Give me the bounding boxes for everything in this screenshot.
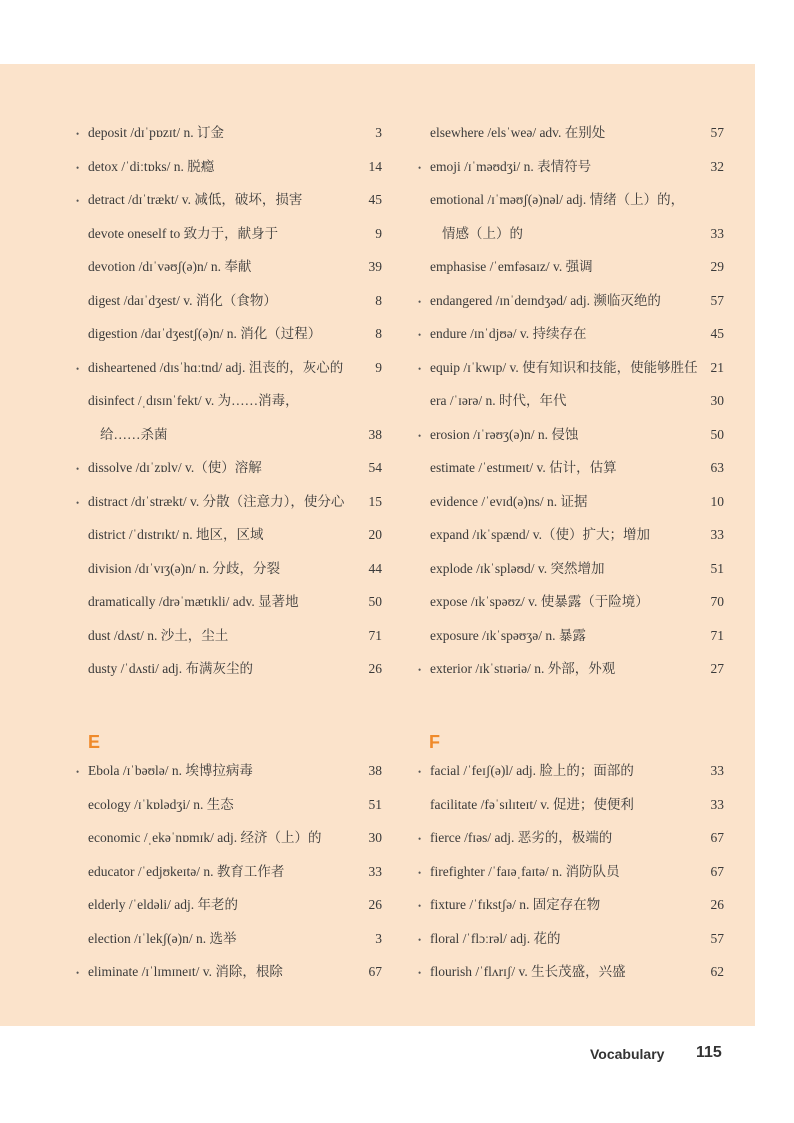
glossary-section-e — [76, 762, 382, 997]
glossary-entry — [76, 493, 382, 527]
entry-text: detract /dɪˈtrækt/ v. 减低，破坏，损害 — [88, 192, 303, 207]
entry-page-number: 3 — [375, 125, 382, 140]
entry-page-number: 57 — [710, 125, 724, 140]
key-word-star-icon: • — [76, 162, 80, 173]
entry-text: economic /ˌekəˈnɒmɪk/ adj. 经济（上）的 — [88, 830, 322, 845]
glossary-entry — [418, 459, 724, 493]
glossary-entry — [76, 863, 382, 897]
key-word-star-icon: • — [76, 497, 80, 508]
entry-page-number: 8 — [375, 292, 382, 308]
glossary-entry — [418, 863, 724, 897]
entry-page-number: 26 — [368, 661, 382, 676]
glossary-entry — [76, 560, 382, 594]
entry-page-number: 9 — [375, 225, 382, 241]
entry-text: Ebola /ɪˈbəʊlə/ n. 埃博拉病毒 — [88, 763, 253, 778]
entry-text: expose /ɪkˈspəʊz/ v. 使暴露（于险境） — [430, 594, 649, 609]
glossary-entry — [418, 292, 724, 326]
key-word-star-icon: • — [418, 934, 422, 945]
entry-text: firefighter /ˈfaɪəˌfaɪtə/ n. 消防队员 — [430, 863, 620, 879]
glossary-entry — [76, 829, 382, 863]
entry-page-number: 9 — [375, 359, 382, 375]
glossary-entry — [76, 896, 382, 930]
entry-page-number: 10 — [710, 493, 724, 509]
entry-page-number: 27 — [710, 661, 724, 676]
entry-page-number: 57 — [710, 292, 724, 308]
glossary-entry — [76, 158, 382, 192]
entry-text: ecology /ɪˈkɒlədʒi/ n. 生态 — [88, 796, 234, 812]
key-word-star-icon: • — [418, 162, 422, 173]
entry-text: emoji /ɪˈməʊdʒi/ n. 表情符号 — [430, 158, 592, 174]
entry-page-number: 30 — [710, 393, 724, 408]
entry-text: dust /dʌst/ n. 沙土，尘土 — [88, 627, 229, 643]
glossary-entry — [418, 829, 724, 863]
entry-page-number: 29 — [710, 259, 724, 274]
entry-text: evidence /ˈevɪd(ə)ns/ n. 证据 — [430, 493, 588, 509]
key-word-star-icon: • — [418, 296, 422, 307]
entry-text: district /ˈdɪstrɪkt/ n. 地区，区域 — [88, 527, 264, 542]
entry-page-number: 67 — [710, 863, 724, 879]
glossary-entry — [418, 392, 724, 426]
entry-text: expand /ɪkˈspænd/ v.（使）扩大；增加 — [430, 527, 650, 542]
entry-page-number: 38 — [368, 426, 382, 442]
entry-text: digestion /daɪˈdʒestʃ(ə)n/ n. 消化（过程） — [88, 326, 322, 341]
glossary-entry — [418, 593, 724, 627]
glossary-entry — [76, 325, 382, 359]
entry-text: digest /daɪˈdʒest/ v. 消化（食物） — [88, 292, 277, 308]
glossary-entry — [418, 796, 724, 830]
glossary-entry — [76, 963, 382, 997]
entry-text: erosion /ɪˈrəʊʒ(ə)n/ n. 侵蚀 — [430, 426, 579, 442]
key-word-star-icon: • — [418, 767, 422, 777]
entry-text: deposit /dɪˈpɒzɪt/ n. 订金 — [88, 125, 225, 140]
entry-page-number: 38 — [368, 763, 382, 778]
key-word-star-icon: • — [76, 968, 80, 978]
entry-text: flourish /ˈflʌrɪʃ/ v. 生长茂盛，兴盛 — [430, 964, 626, 979]
entry-text: 给……杀菌 — [100, 426, 168, 442]
glossary-entry — [76, 762, 382, 796]
glossary-entry — [76, 392, 382, 426]
glossary-entry — [418, 258, 724, 292]
glossary-entry — [418, 930, 724, 964]
entry-text: fierce /fɪəs/ adj. 恶劣的，极端的 — [430, 830, 613, 845]
key-word-star-icon: • — [76, 464, 80, 474]
entry-page-number: 51 — [368, 796, 382, 812]
glossary-entry — [76, 292, 382, 326]
entry-text: exterior /ɪkˈstɪəriə/ n. 外部，外观 — [430, 661, 616, 676]
glossary-entry — [418, 660, 724, 694]
entry-text: election /ɪˈlekʃ(ə)n/ n. 选举 — [88, 930, 237, 946]
entry-page-number: 45 — [368, 192, 382, 207]
entry-page-number: 67 — [368, 964, 382, 979]
entry-text: distract /dɪˈstrækt/ v. 分散（注意力），使分心 — [88, 493, 345, 509]
glossary-entry — [418, 896, 724, 930]
entry-page-number: 45 — [710, 326, 724, 341]
entry-text: estimate /ˈestɪmeɪt/ v. 估计，估算 — [430, 460, 617, 475]
glossary-entry — [76, 796, 382, 830]
footer-section-label: Vocabulary — [590, 1046, 665, 1062]
entry-text: elsewhere /elsˈweə/ adv. 在别处 — [430, 125, 606, 140]
entry-page-number: 33 — [368, 863, 382, 879]
key-word-star-icon: • — [418, 665, 422, 675]
entry-page-number: 50 — [710, 426, 724, 442]
glossary-entry — [418, 325, 724, 359]
glossary-section-f — [418, 762, 724, 997]
entry-page-number: 57 — [710, 930, 724, 946]
glossary-entry — [76, 459, 382, 493]
entry-page-number: 71 — [368, 627, 382, 643]
glossary-entry — [418, 762, 724, 796]
key-word-star-icon: • — [418, 968, 422, 978]
entry-text: disheartened /dɪsˈhɑːtnd/ adj. 沮丧的，灰心的 — [88, 359, 344, 375]
entry-text: emotional /ɪˈməʊʃ(ə)nəl/ adj. 情绪（上）的， — [430, 192, 685, 207]
glossary-column-right — [418, 124, 724, 694]
glossary-entry — [76, 593, 382, 627]
entry-page-number: 63 — [710, 460, 724, 475]
key-word-star-icon: • — [418, 834, 422, 844]
entry-text: floral /ˈflɔːrəl/ adj. 花的 — [430, 930, 561, 946]
entry-page-number: 26 — [368, 897, 382, 912]
entry-text: eliminate /ɪˈlɪmɪneɪt/ v. 消除，根除 — [88, 964, 283, 979]
entry-text: disinfect /ˌdɪsɪnˈfekt/ v. 为……消毒， — [88, 393, 299, 408]
entry-text: elderly /ˈeldəli/ adj. 年老的 — [88, 897, 238, 912]
entry-text: fixture /ˈfɪkstʃə/ n. 固定存在物 — [430, 897, 601, 912]
key-word-star-icon: • — [418, 363, 422, 374]
entry-page-number: 32 — [710, 158, 724, 174]
glossary-entry — [418, 359, 724, 393]
entry-page-number: 3 — [375, 930, 382, 946]
entry-text: facial /ˈfeɪʃ(ə)l/ adj. 脸上的；面部的 — [430, 763, 634, 778]
page-number: 115 — [696, 1044, 722, 1061]
entry-text: detox /ˈdiːtɒks/ n. 脱瘾 — [88, 158, 215, 174]
entry-page-number: 33 — [710, 225, 724, 241]
glossary-entry — [418, 124, 724, 158]
entry-page-number: 26 — [710, 897, 724, 912]
entry-page-number: 70 — [710, 594, 724, 609]
glossary-entry — [76, 359, 382, 393]
entry-text: exposure /ɪkˈspəʊʒə/ n. 暴露 — [430, 627, 586, 643]
entry-text: educator /ˈedjʊkeɪtə/ n. 教育工作者 — [88, 863, 285, 879]
glossary-entry — [418, 426, 724, 460]
entry-page-number: 14 — [368, 158, 382, 174]
entry-text: 情感（上）的 — [442, 225, 523, 241]
glossary-entry — [418, 627, 724, 661]
entry-text: equip /ɪˈkwɪp/ v. 使有知识和技能，使能够胜任 — [430, 359, 698, 375]
glossary-entry — [76, 258, 382, 292]
glossary-entry — [76, 526, 382, 560]
glossary-entry — [76, 191, 382, 225]
glossary-entry — [76, 930, 382, 964]
glossary-entry — [418, 225, 724, 259]
entry-page-number: 62 — [710, 964, 724, 979]
glossary-column-left — [76, 124, 382, 694]
glossary-entry — [76, 124, 382, 158]
entry-page-number: 33 — [710, 763, 724, 778]
entry-text: facilitate /fəˈsɪlɪteɪt/ v. 促进；使便利 — [430, 796, 634, 812]
entry-text: endure /ɪnˈdjʊə/ v. 持续存在 — [430, 326, 587, 341]
entry-text: emphasise /ˈemfəsaɪz/ v. 强调 — [430, 259, 593, 274]
entry-page-number: 20 — [368, 527, 382, 542]
glossary-entry — [418, 191, 724, 225]
glossary-entry — [418, 560, 724, 594]
key-word-star-icon: • — [76, 129, 80, 139]
entry-text: dusty /ˈdʌsti/ adj. 布满灰尘的 — [88, 661, 253, 676]
entry-page-number: 30 — [368, 830, 382, 845]
key-word-star-icon: • — [418, 330, 422, 340]
entry-page-number: 54 — [368, 460, 382, 475]
key-word-star-icon: • — [76, 767, 80, 777]
entry-page-number: 8 — [375, 326, 382, 341]
entry-page-number: 71 — [710, 627, 724, 643]
glossary-entry — [76, 225, 382, 259]
glossary-entry — [418, 158, 724, 192]
glossary-entry — [76, 426, 382, 460]
entry-page-number: 67 — [710, 830, 724, 845]
entry-page-number: 21 — [710, 359, 724, 375]
glossary-entry — [76, 660, 382, 694]
entry-text: devotion /dɪˈvəʊʃ(ə)n/ n. 奉献 — [88, 259, 252, 274]
glossary-entry — [418, 493, 724, 527]
entry-text: era /ˈɪərə/ n. 时代，年代 — [430, 393, 567, 408]
entry-page-number: 33 — [710, 527, 724, 542]
entry-page-number: 50 — [368, 594, 382, 609]
entry-page-number: 15 — [368, 493, 382, 509]
entry-page-number: 33 — [710, 796, 724, 812]
key-word-star-icon: • — [418, 430, 422, 441]
entry-page-number: 39 — [368, 259, 382, 274]
key-word-star-icon: • — [76, 363, 80, 374]
glossary-entry — [76, 627, 382, 661]
glossary-entry — [418, 963, 724, 997]
entry-page-number: 44 — [368, 560, 382, 576]
section-heading-f: F — [429, 732, 440, 752]
entry-text: division /dɪˈvɪʒ(ə)n/ n. 分歧，分裂 — [88, 560, 280, 576]
key-word-star-icon: • — [76, 196, 80, 206]
glossary-entry — [418, 526, 724, 560]
entry-text: devote oneself to 致力于，献身于 — [88, 225, 279, 241]
key-word-star-icon: • — [418, 901, 422, 911]
entry-text: dramatically /drəˈmætɪkli/ adv. 显著地 — [88, 594, 299, 609]
section-heading-e: E — [88, 732, 101, 752]
entry-text: dissolve /dɪˈzɒlv/ v.（使）溶解 — [88, 460, 262, 475]
entry-text: endangered /ɪnˈdeɪndʒəd/ adj. 濒临灭绝的 — [430, 292, 661, 308]
key-word-star-icon: • — [418, 867, 422, 878]
entry-text: explode /ɪkˈspləʊd/ v. 突然增加 — [430, 560, 605, 576]
entry-page-number: 51 — [710, 560, 724, 576]
